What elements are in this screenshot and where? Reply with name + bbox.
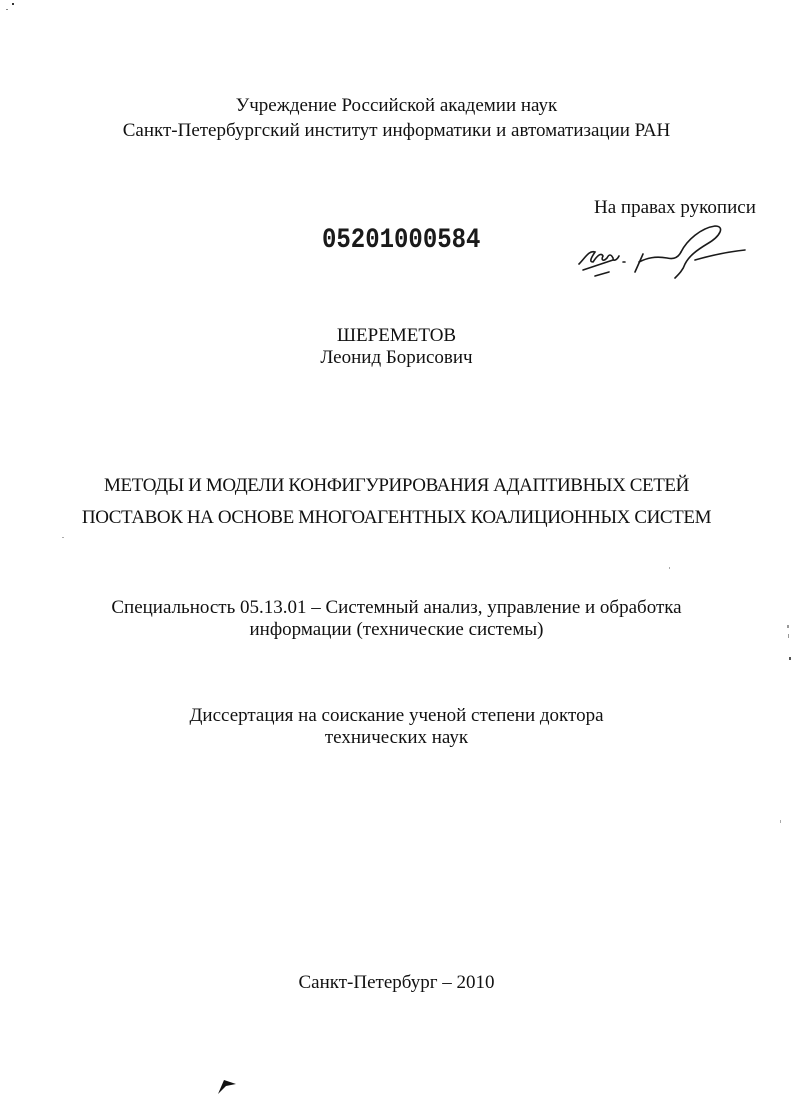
scan-speck xyxy=(669,567,670,569)
signature-icon xyxy=(575,222,755,282)
author-given-names: Леонид Борисович xyxy=(320,347,473,368)
institution-line-1: Учреждение Российской академии наук xyxy=(235,95,558,116)
dissertation-title xyxy=(0,470,793,534)
title-line-1: МЕТОДЫ И МОДЕЛИ КОНФИГУРИРОВАНИЯ АДАПТИВНЫХ СЕТЕЙ xyxy=(104,475,689,496)
scan-speck xyxy=(6,9,8,10)
manuscript-rights-label: На правах рукописи xyxy=(594,197,756,218)
scan-speck xyxy=(12,3,14,5)
specialty-block xyxy=(0,597,793,641)
scan-speck xyxy=(788,634,789,638)
institution-line-2: Санкт-Петербургский институт информатики и автоматизации РАН xyxy=(122,120,671,141)
city-year: Санкт-Петербург – 2010 xyxy=(298,972,495,993)
degree-line-1: Диссертация на соискание ученой степени доктора xyxy=(189,705,604,726)
specialty-line-1: Специальность 05.13.01 – Системный анализ, управление и обработка xyxy=(111,597,682,618)
specialty-line-2: информации (технические системы) xyxy=(249,619,544,640)
scan-speck xyxy=(62,537,64,538)
institution-block xyxy=(0,93,793,143)
degree-block xyxy=(0,705,793,749)
registration-number-stamp: 05201000584 xyxy=(322,225,481,257)
degree-line-2: технических наук xyxy=(324,727,469,748)
title-line-2: ПОСТАВОК НА ОСНОВЕ МНОГОАГЕНТНЫХ КОАЛИЦИОННЫХ СИСТЕМ xyxy=(81,507,712,528)
author-block xyxy=(0,325,793,369)
scan-mark-icon xyxy=(214,1072,244,1096)
author-surname: ШЕРЕМЕТОВ xyxy=(336,325,457,346)
scan-speck xyxy=(789,657,791,660)
scan-speck xyxy=(780,820,781,823)
scan-speck xyxy=(787,625,789,628)
